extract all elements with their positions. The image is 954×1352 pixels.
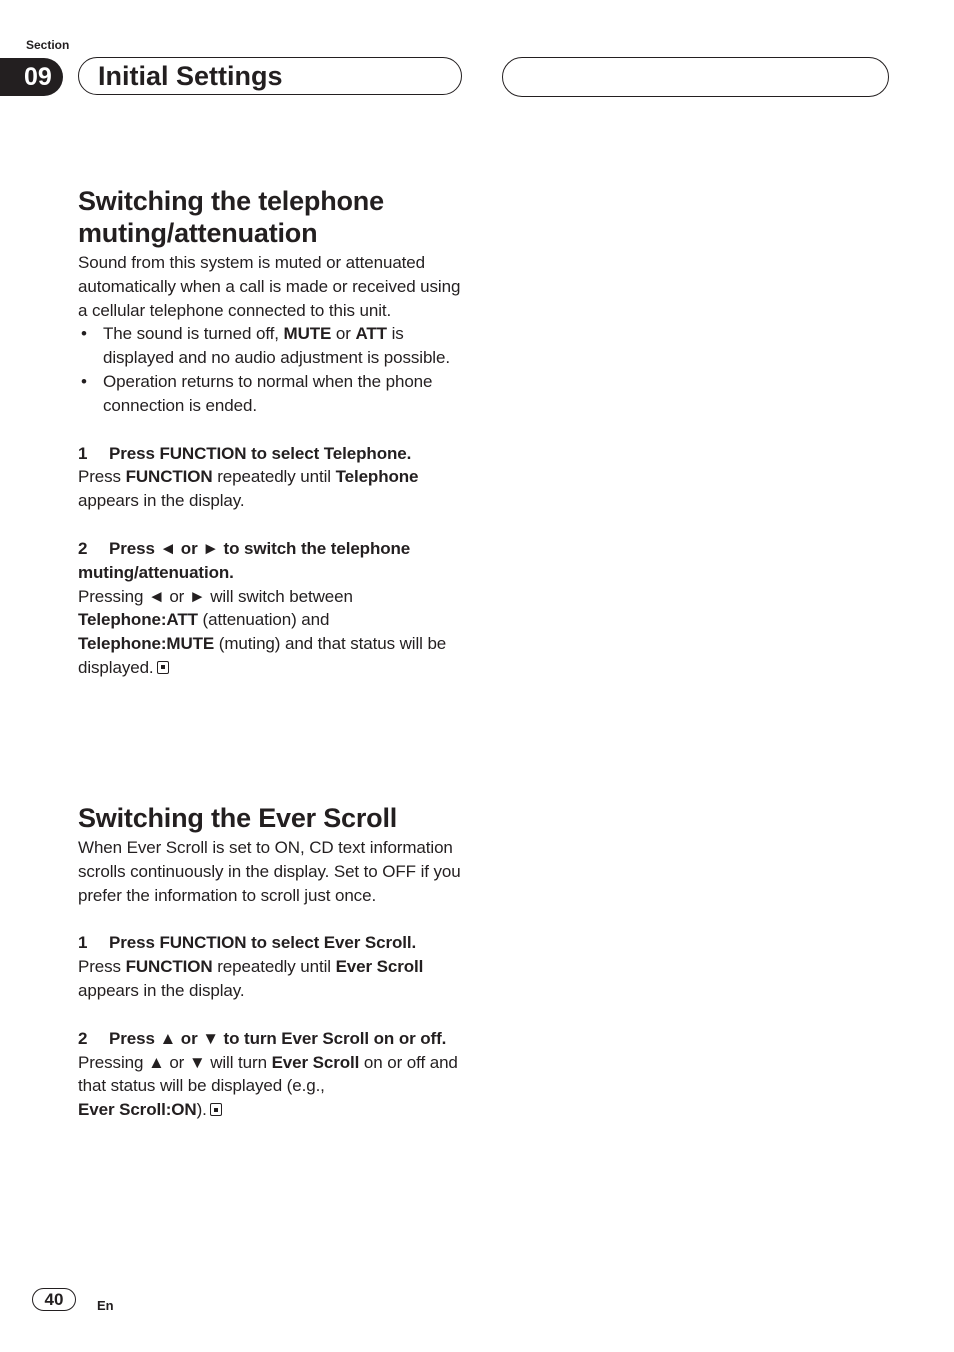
- step-number: 1: [78, 933, 88, 953]
- bullet-text: or: [331, 324, 356, 344]
- heading-line-1: Switching the telephone: [78, 186, 384, 216]
- body-text: appears in the display.: [78, 491, 245, 511]
- body-text: (muting) and that status will be displayed.: [78, 634, 447, 677]
- telephone-label: Telephone: [335, 467, 419, 487]
- section-title: Initial Settings: [98, 61, 283, 91]
- step-heading-text: Press FUNCTION to select Telephone.: [109, 443, 412, 463]
- telephone-intro-paragraph: Sound from this system is muted or attenuated automatically when a call is made or received using a cellular telephone connected to this unit.: [78, 253, 461, 320]
- telephone-muting-section: [78, 185, 470, 680]
- end-of-section-icon: [210, 1103, 222, 1116]
- ever-scroll-intro-paragraph: When Ever Scroll is set to ON, CD text information scrolls continuously in the display. Set to OFF if you prefer the information to scroll just once.: [78, 838, 461, 905]
- step-1-body: [78, 465, 470, 513]
- step-1-body: [78, 955, 470, 1003]
- att-label: ATT: [355, 324, 387, 344]
- ever-scroll-section: [78, 802, 470, 1122]
- step-2-body: [78, 1051, 463, 1122]
- body-text: Pressing ▲ or ▼ will turn: [78, 1052, 272, 1072]
- body-text: on or off and that status will be displayed (e.g.,: [78, 1052, 458, 1096]
- body-text: Pressing ◄ or ► will switch between: [78, 586, 353, 606]
- step-heading-text: Press FUNCTION to select Ever Scroll.: [109, 933, 417, 953]
- step-1-heading: [78, 931, 470, 955]
- telephone-att-label: Telephone:ATT: [78, 610, 198, 630]
- bullet-icon: •: [81, 324, 87, 344]
- telephone-mute-label: Telephone:MUTE: [78, 634, 215, 654]
- bullet-item: [78, 370, 470, 418]
- bullet-text: The sound is turned off,: [103, 324, 284, 344]
- body-text: ).: [196, 1100, 207, 1120]
- language-code: En: [97, 1298, 114, 1313]
- bullet-text: Operation returns to normal when the phone connection is ended.: [103, 371, 433, 415]
- section-number-tab: 09: [0, 58, 63, 96]
- function-label: FUNCTION: [125, 957, 213, 977]
- step-2-body: [78, 585, 448, 680]
- body-text: repeatedly until: [212, 957, 336, 977]
- ever-scroll-label: Ever Scroll: [335, 957, 424, 977]
- body-text: (attenuation) and: [197, 610, 330, 630]
- step-heading-text: Press ▲ or ▼ to turn Ever Scroll on or off.: [109, 1028, 447, 1048]
- step-heading-text: Press ◄ or ► to switch the telephone muting/attenuation.: [78, 538, 411, 582]
- heading-line-2: muting/attenuation: [78, 218, 318, 248]
- step-number: 2: [78, 538, 88, 558]
- step-number: 2: [78, 1028, 88, 1048]
- section-label: Section: [26, 38, 70, 52]
- bullet-item: [78, 322, 470, 370]
- step-2-heading: [78, 1027, 448, 1051]
- bullet-text: is displayed and no audio adjustment is possible.: [103, 324, 450, 368]
- body-text: repeatedly until: [212, 467, 336, 487]
- mute-label: MUTE: [283, 324, 332, 344]
- telephone-muting-heading: [78, 185, 470, 249]
- telephone-bullet-list: [78, 322, 470, 417]
- step-1-heading: [78, 442, 470, 466]
- ever-scroll-on-label: Ever Scroll:ON: [78, 1100, 197, 1120]
- body-text: appears in the display.: [78, 980, 245, 1000]
- step-number: 1: [78, 443, 88, 463]
- page-number: 40: [32, 1288, 76, 1311]
- blank-header-frame: [502, 57, 889, 97]
- body-text: Press: [78, 467, 126, 487]
- body-text: Press: [78, 957, 126, 977]
- step-2-heading: [78, 537, 448, 585]
- function-label: FUNCTION: [125, 467, 213, 487]
- end-of-section-icon: [157, 661, 169, 674]
- ever-scroll-label: Ever Scroll: [271, 1052, 360, 1072]
- bullet-icon: •: [81, 371, 87, 391]
- ever-scroll-heading: Switching the Ever Scroll: [78, 803, 398, 833]
